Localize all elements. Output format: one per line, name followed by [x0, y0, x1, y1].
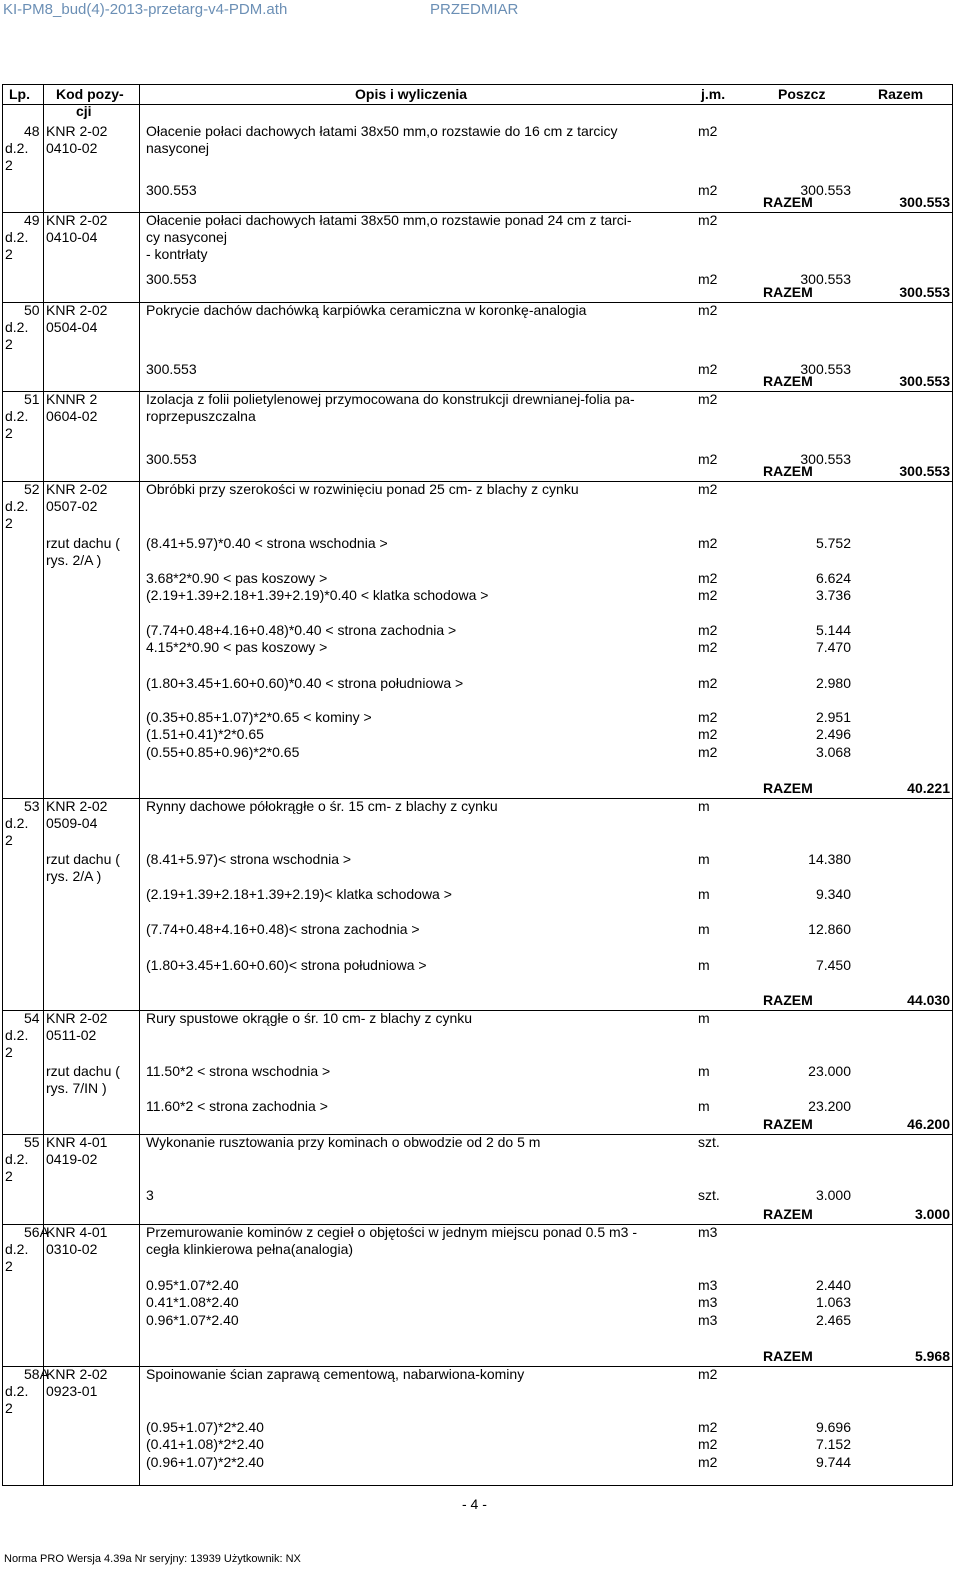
item-code-d: d.2.: [5, 140, 29, 156]
calc-value: 14.380: [808, 851, 851, 867]
calc-unit: m3: [698, 1277, 718, 1293]
item-code-num: 0604-02: [46, 408, 98, 424]
razem-label: RAZEM: [763, 1206, 813, 1222]
item-ref-2: rys. 7/IN ): [46, 1080, 107, 1096]
calc-unit: m2: [698, 726, 718, 742]
item-description-2: cegła klinkierowa pełna(analogia): [146, 1241, 354, 1257]
calc-value: 12.860: [808, 921, 851, 937]
calc-formula: (8.41+5.97)*0.40 < strona wschodnia >: [146, 535, 388, 551]
item-description: Wykonanie rusztowania przy kominach o obwodzie od 2 do 5 m: [146, 1134, 541, 1150]
item-description: Pokrycie dachów dachówką karpiówka ceramiczna w koronkę-analogia: [146, 302, 587, 318]
item-code-2: 2: [5, 1258, 13, 1274]
item-lp: 55: [24, 1134, 40, 1150]
item-unit: m2: [698, 302, 718, 318]
calc-formula: 3: [146, 1187, 154, 1203]
item-code-d: d.2.: [5, 408, 29, 424]
item-code-2: 2: [5, 157, 13, 173]
item-code-2: 2: [5, 336, 13, 352]
item-code-2: 2: [5, 1168, 13, 1184]
calc-formula: (1.80+3.45+1.60+0.60)< strona południowa >: [146, 957, 427, 973]
calc-value: 3.068: [815, 744, 851, 760]
item-code: KNR 2-02: [46, 302, 108, 318]
item-unit: m2: [698, 1366, 718, 1382]
calc-unit: m2: [698, 535, 718, 551]
item-code: KNR 2-02: [46, 1010, 108, 1026]
calc-formula: (0.96+1.07)*2*2.40: [146, 1454, 264, 1470]
calc-unit: m: [698, 1063, 710, 1079]
item-unit: m2: [698, 212, 718, 228]
file-name: KI-PM8_bud(4)-2013-przetarg-v4-PDM.ath: [3, 1, 288, 18]
item-lp: 52: [24, 481, 40, 497]
calc-formula: (0.41+1.08)*2*2.40: [146, 1436, 264, 1452]
col-poszcz: Poszcz: [778, 86, 826, 102]
item-description: Ołacenie połaci dachowych łatami 38x50 mm,o rozstawie do 16 cm z tarcicy: [146, 123, 618, 139]
item-code-d: d.2.: [5, 229, 29, 245]
calc-formula: 0.95*1.07*2.40: [146, 1277, 239, 1293]
calc-formula: (1.51+0.41)*2*0.65: [146, 726, 264, 742]
calc-formula: 4.15*2*0.90 < pas koszowy >: [146, 639, 328, 655]
razem-label: RAZEM: [763, 1348, 813, 1364]
item-code: KNNR 2: [46, 391, 98, 407]
item-code-num: 0410-02: [46, 140, 98, 156]
calc-formula: (8.41+5.97)< strona wschodnia >: [146, 851, 352, 867]
item-lp: 58A: [24, 1366, 49, 1382]
calc-formula: (7.74+0.48+4.16+0.48)< strona zachodnia >: [146, 921, 420, 937]
razem-value: 300.553: [899, 463, 950, 479]
calc-value: 2.951: [815, 709, 851, 725]
document-type: PRZEDMIAR: [430, 1, 519, 18]
col-divider-lp: [43, 84, 44, 1486]
item-code-num: 0507-02: [46, 498, 98, 514]
calc-unit: m2: [698, 361, 718, 377]
razem-label: RAZEM: [763, 992, 813, 1008]
item-lp: 48: [24, 123, 40, 139]
item-lp: 51: [24, 391, 40, 407]
razem-label: RAZEM: [763, 1116, 813, 1132]
calc-formula: 300.553: [146, 451, 197, 467]
item-description: Rury spustowe okrągłe o śr. 10 cm- z blachy z cynku: [146, 1010, 473, 1026]
calc-unit: szt.: [698, 1187, 720, 1203]
item-code-num: 0410-04: [46, 229, 98, 245]
item-unit: m2: [698, 391, 718, 407]
calc-value: 2.496: [815, 726, 851, 742]
item-ref: rzut dachu (: [46, 535, 120, 551]
calc-formula: 0.96*1.07*2.40: [146, 1312, 239, 1328]
item-lp: 56A: [24, 1224, 49, 1240]
footer-info: Norma PRO Wersja 4.39a Nr seryjny: 13939 Użytkownik: NX: [4, 1553, 301, 1565]
item-ref: rzut dachu (: [46, 851, 120, 867]
item-code: KNR 4-01: [46, 1134, 108, 1150]
col-divider-kod: [139, 84, 140, 1486]
item-description-2: roprzepuszczalna: [146, 408, 256, 424]
item-ref-2: rys. 2/A ): [46, 868, 102, 884]
item-description-2: nasyconej: [146, 140, 210, 156]
item-code-d: d.2.: [5, 1383, 29, 1399]
col-razem: Razem: [878, 86, 924, 102]
item-code-2: 2: [5, 1400, 13, 1416]
col-kod: Kod pozy-: [56, 86, 124, 102]
razem-value: 300.553: [899, 194, 950, 210]
razem-label: RAZEM: [763, 284, 813, 300]
item-unit: m2: [698, 481, 718, 497]
razem-label: RAZEM: [763, 780, 813, 796]
calc-formula: 11.60*2 < strona zachodnia >: [146, 1098, 328, 1114]
item-code-num: 0511-02: [46, 1027, 97, 1043]
item-code: KNR 2-02: [46, 798, 108, 814]
razem-value: 46.200: [907, 1116, 950, 1132]
item-code-num: 0509-04: [46, 815, 98, 831]
item-code: KNR 2-02: [46, 481, 108, 497]
calc-value: 2.465: [815, 1312, 851, 1328]
calc-unit: m3: [698, 1294, 718, 1310]
razem-value: 300.553: [899, 373, 950, 389]
item-code-2: 2: [5, 1044, 13, 1060]
calc-unit: m3: [698, 1312, 718, 1328]
item-code-2: 2: [5, 832, 13, 848]
razem-label: RAZEM: [763, 463, 813, 479]
item-description: Ołacenie połaci dachowych łatami 38x50 mm,o rozstawie ponad 24 cm z tarci-: [146, 212, 632, 228]
calc-unit: m2: [698, 451, 718, 467]
calc-unit: m: [698, 851, 710, 867]
item-unit: m: [698, 798, 710, 814]
col-jm: j.m.: [701, 86, 726, 102]
item-code-num: 0504-04: [46, 319, 98, 335]
calc-value: 7.470: [815, 639, 851, 655]
item-code-2: 2: [5, 246, 13, 262]
item-description: Spoinowanie ścian zaprawą cementową, nabarwiona-kominy: [146, 1366, 525, 1382]
calc-formula: (2.19+1.39+2.18+1.39+2.19)< klatka schodowa >: [146, 886, 452, 902]
calc-value: 2.980: [815, 675, 851, 691]
item-unit: m3: [698, 1224, 718, 1240]
item-code-d: d.2.: [5, 319, 29, 335]
calc-formula: (0.95+1.07)*2*2.40: [146, 1419, 264, 1435]
item-code-d: d.2.: [5, 1151, 29, 1167]
calc-formula: 3.68*2*0.90 < pas koszowy >: [146, 570, 328, 586]
col-lp: Lp.: [9, 86, 30, 102]
calc-value: 2.440: [815, 1277, 851, 1293]
item-lp: 54: [24, 1010, 40, 1026]
calc-value: 9.340: [815, 886, 851, 902]
calc-value: 3.000: [815, 1187, 851, 1203]
calc-value: 5.752: [815, 535, 851, 551]
calc-formula: (0.35+0.85+1.07)*2*0.65 < kominy >: [146, 709, 372, 725]
calc-value: 23.000: [808, 1063, 851, 1079]
table-top-border: [2, 84, 953, 85]
calc-unit: m2: [698, 675, 718, 691]
row-divider: [2, 1010, 953, 1011]
calc-formula: (7.74+0.48+4.16+0.48)*0.40 < strona zachodnia >: [146, 622, 457, 638]
calc-value: 3.736: [815, 587, 851, 603]
calc-unit: m: [698, 1098, 710, 1114]
calc-formula: 300.553: [146, 271, 197, 287]
calc-formula: (0.55+0.85+0.96)*2*0.65: [146, 744, 300, 760]
table-left-border: [2, 84, 3, 1486]
calc-value: 23.200: [808, 1098, 851, 1114]
item-description: Rynny dachowe półokrągłe o śr. 15 cm- z blachy z cynku: [146, 798, 498, 814]
item-description: Przemurowanie kominów z cegieł o objętości w jednym miejscu ponad 0.5 m3 -: [146, 1224, 637, 1240]
page-number: - 4 -: [462, 1496, 487, 1512]
table-right-border: [952, 84, 953, 1486]
calc-unit: m2: [698, 709, 718, 725]
item-code-2: 2: [5, 425, 13, 441]
calc-formula: 11.50*2 < strona wschodnia >: [146, 1063, 331, 1079]
razem-value: 44.030: [907, 992, 950, 1008]
razem-label: RAZEM: [763, 194, 813, 210]
item-code-2: 2: [5, 515, 13, 531]
calc-value: 7.450: [815, 957, 851, 973]
calc-formula: 0.41*1.08*2.40: [146, 1294, 239, 1310]
table-bottom-border: [2, 1485, 953, 1486]
calc-value: 9.696: [815, 1419, 851, 1435]
razem-label: RAZEM: [763, 373, 813, 389]
item-code: KNR 2-02: [46, 212, 108, 228]
calc-value: 300.553: [800, 451, 851, 467]
calc-unit: m2: [698, 271, 718, 287]
col-opis: Opis i wyliczenia: [355, 86, 468, 102]
item-description: Obróbki przy szerokości w rozwinięciu ponad 25 cm- z blachy z cynku: [146, 481, 579, 497]
item-lp: 50: [24, 302, 40, 318]
razem-value: 3.000: [914, 1206, 950, 1222]
calc-formula: (1.80+3.45+1.60+0.60)*0.40 < strona południowa >: [146, 675, 464, 691]
calc-value: 6.624: [815, 570, 851, 586]
item-code-d: d.2.: [5, 498, 29, 514]
item-description-2: cy nasyconej: [146, 229, 227, 245]
calc-unit: m2: [698, 1454, 718, 1470]
razem-value: 40.221: [907, 780, 950, 796]
calc-formula: 300.553: [146, 361, 197, 377]
item-description-3: - kontrłaty: [146, 246, 208, 262]
item-lp: 49: [24, 212, 40, 228]
item-code-num: 0310-02: [46, 1241, 98, 1257]
razem-value: 5.968: [914, 1348, 950, 1364]
item-unit: m: [698, 1010, 710, 1026]
calc-value: 7.152: [815, 1436, 851, 1452]
item-code-num: 0419-02: [46, 1151, 98, 1167]
item-ref-2: rys. 2/A ): [46, 552, 102, 568]
calc-value: 300.553: [800, 361, 851, 377]
item-unit: szt.: [698, 1134, 720, 1150]
calc-formula: (2.19+1.39+2.18+1.39+2.19)*0.40 < klatka schodowa >: [146, 587, 489, 603]
item-description: Izolacja z folii polietylenowej przymocowana do konstrukcji drewnianej-folia pa-: [146, 391, 635, 407]
calc-unit: m2: [698, 1419, 718, 1435]
calc-value: 300.553: [800, 271, 851, 287]
item-code: KNR 2-02: [46, 1366, 108, 1382]
item-unit: m2: [698, 123, 718, 139]
item-code-d: d.2.: [5, 1241, 29, 1257]
item-code-d: d.2.: [5, 815, 29, 831]
item-code-num: 0923-01: [46, 1383, 98, 1399]
calc-unit: m2: [698, 622, 718, 638]
calc-unit: m2: [698, 182, 718, 198]
calc-formula: 300.553: [146, 182, 197, 198]
calc-unit: m2: [698, 1436, 718, 1452]
header-divider: [2, 104, 953, 105]
calc-value: 300.553: [800, 182, 851, 198]
calc-value: 1.063: [815, 1294, 851, 1310]
calc-unit: m: [698, 921, 710, 937]
calc-unit: m: [698, 957, 710, 973]
window-title-bar: [0, 0, 960, 26]
calc-unit: m2: [698, 744, 718, 760]
calc-unit: m2: [698, 639, 718, 655]
item-code: KNR 2-02: [46, 123, 108, 139]
razem-value: 300.553: [899, 284, 950, 300]
calc-unit: m2: [698, 587, 718, 603]
calc-value: 9.744: [815, 1454, 851, 1470]
calc-value: 5.144: [815, 622, 851, 638]
item-code-d: d.2.: [5, 1027, 29, 1043]
item-code: KNR 4-01: [46, 1224, 108, 1240]
calc-unit: m: [698, 886, 710, 902]
calc-unit: m2: [698, 570, 718, 586]
item-ref: rzut dachu (: [46, 1063, 120, 1079]
col-kod-2: cji: [76, 103, 92, 119]
item-lp: 53: [24, 798, 40, 814]
